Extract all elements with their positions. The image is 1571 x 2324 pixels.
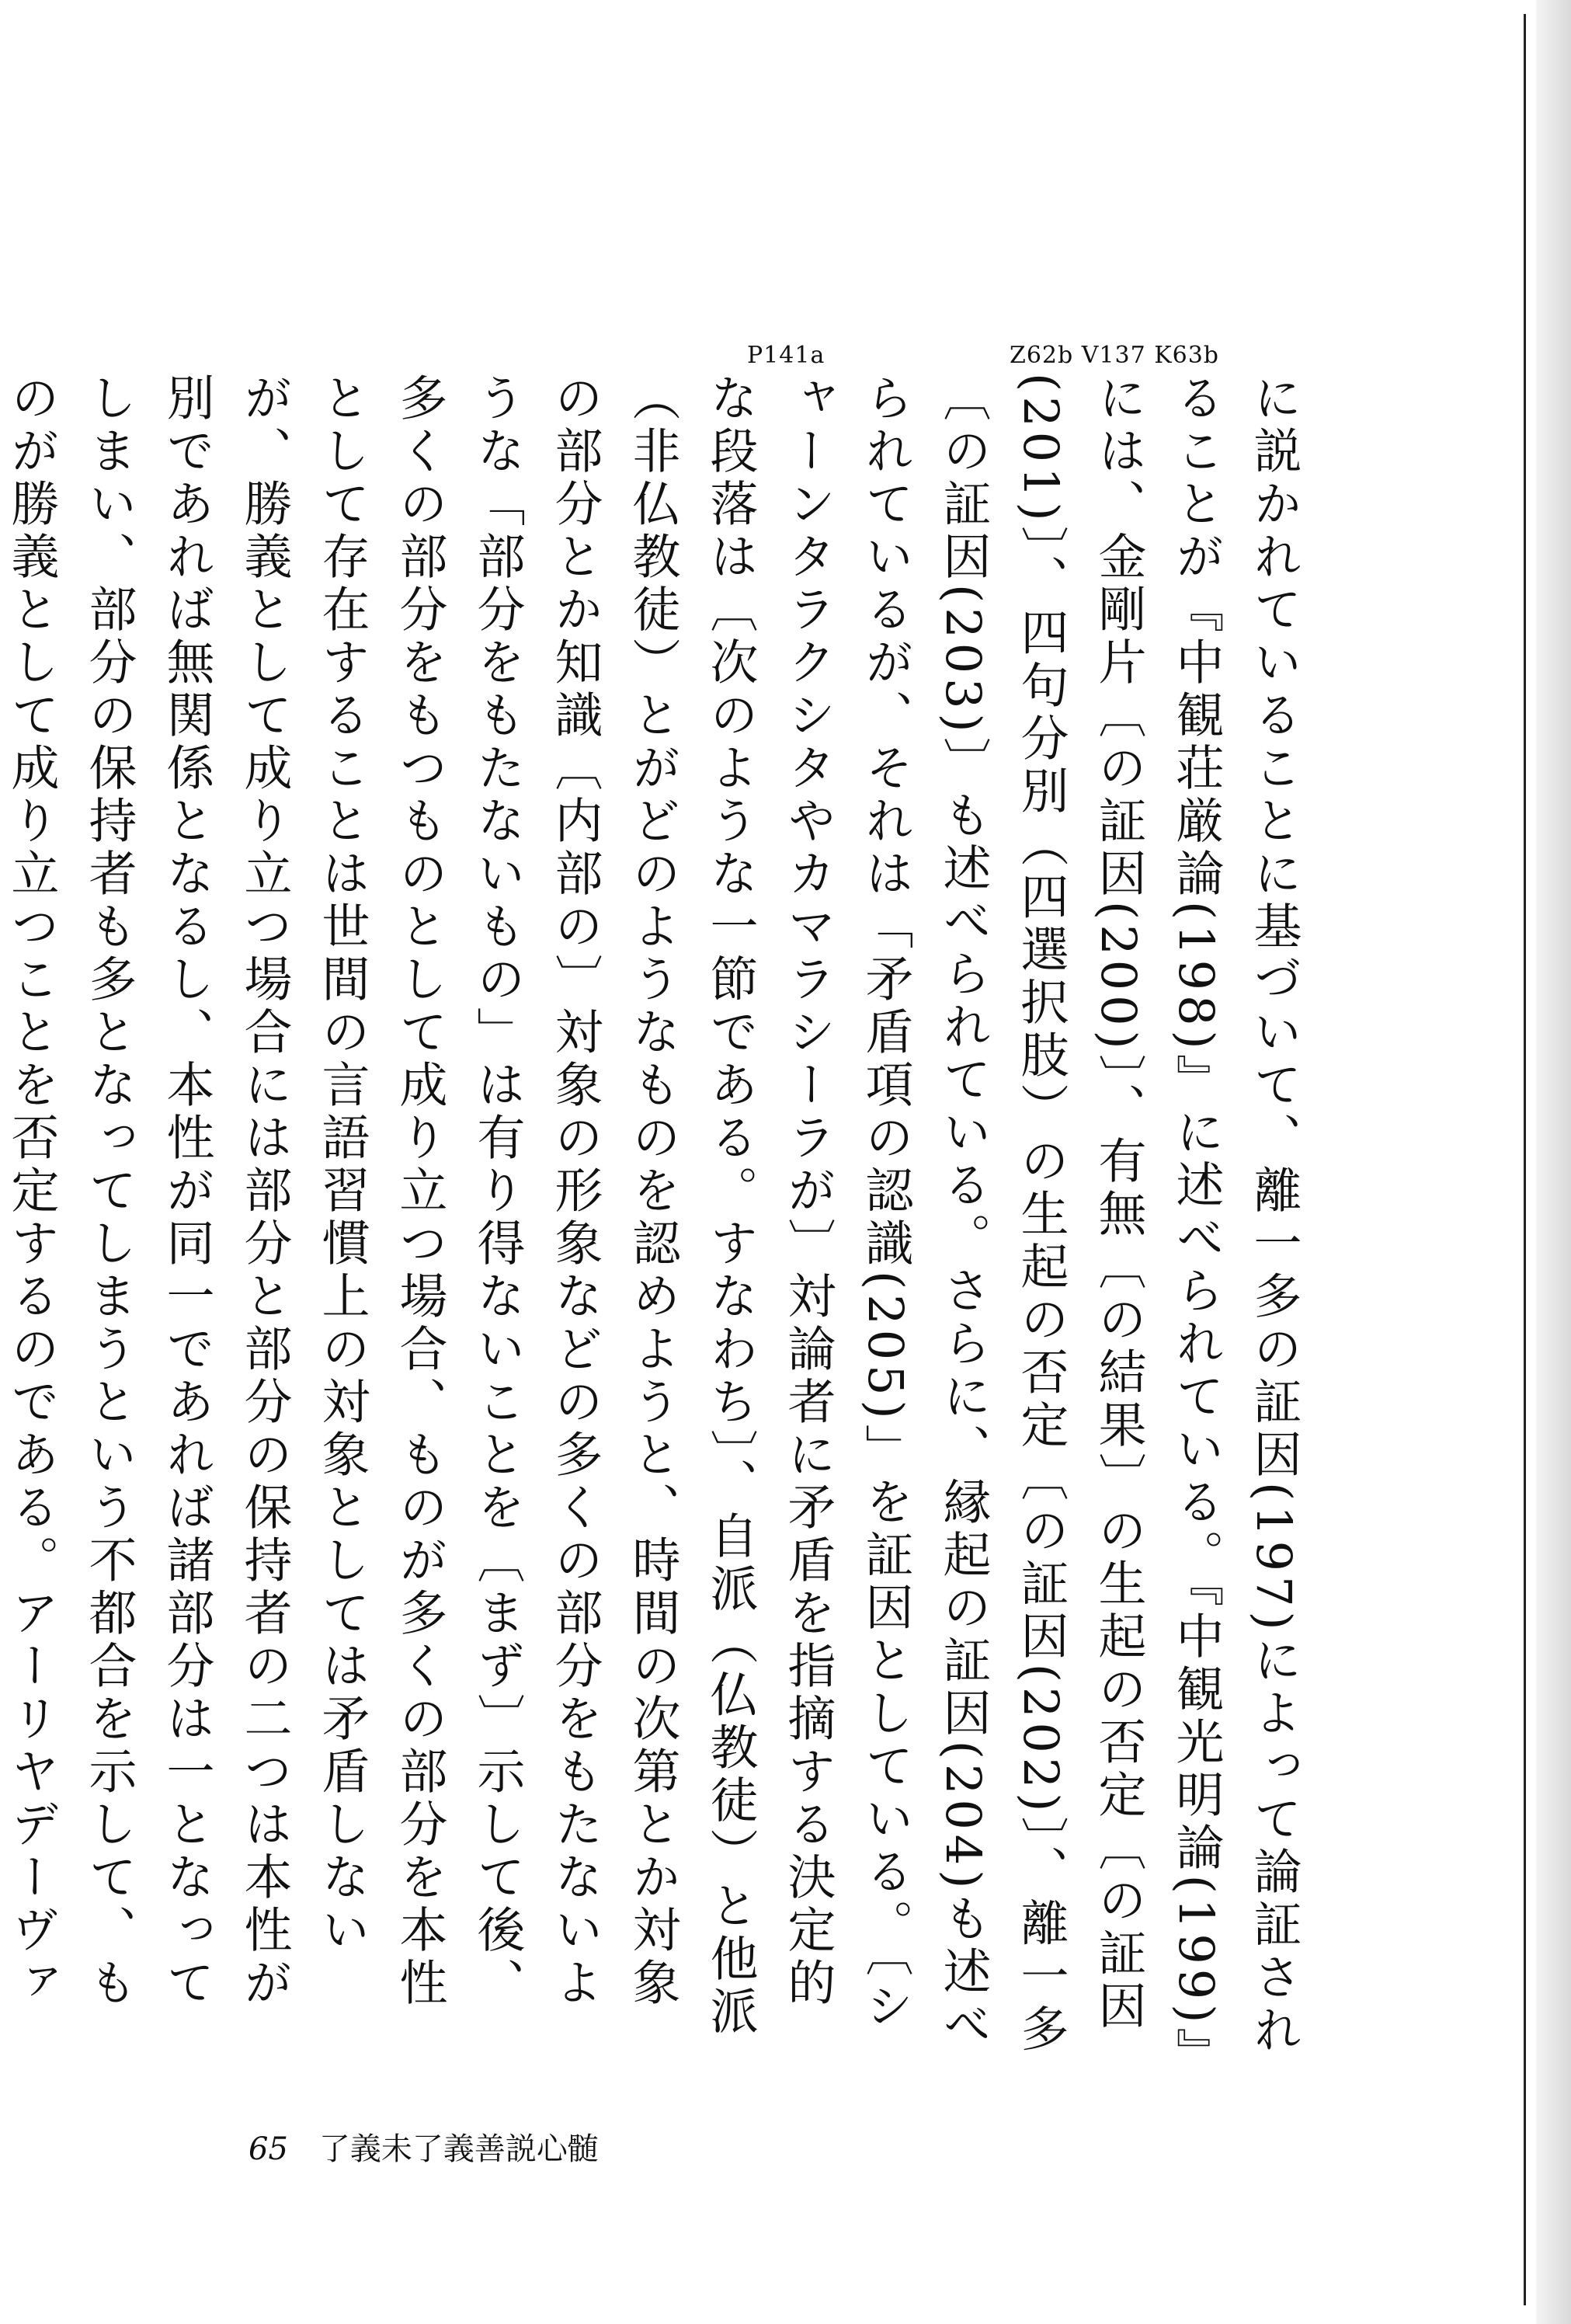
page-edge-line xyxy=(1524,14,1526,2305)
page-edge-shade xyxy=(1536,0,1571,2324)
running-title: 了義未了義善説心髄 xyxy=(318,2131,599,2167)
margin-reference-left: P141a xyxy=(747,342,825,369)
page-number: 65 xyxy=(249,2131,288,2167)
paragraph-1: に説かれていることに基づいて、離一多の証因(197)によって論証されることが『中観荘厳論(198)』に述べられている。『中観光明論(199)』には、金剛片〔の証因(200)〕、有無〔の結果〕の生起の否定〔の証因(201)〕、四句分別（四選択肢）の生起の否定〔の証因(202)〕、離一多〔の証因(203)〕も述べられている。さらに、縁起の証因(204)も述べられているが、それは「矛盾項の認識(205)」を証因としている。〔シャーンタラクシタやカマラシーラが〕対論者に矛盾を指摘する決定的な段落は〔次のような一節である。すなわち〕、自派（仏教徒）と他派（非仏教徒）とがどのようなものを認めようと、時間の次第とか対象の部分とか知識〔内部の〕対象の形象などの多くの部分をもたないような「部分をもたないもの」は有り得ないことを〔まず〕示して後、多くの部分をもつものとして成り立つ場合、ものが多くの部分を本性として存在することは世間の言語習慣上の対象としては矛盾しないが、勝義として成り立つ場合には部分と部分の保持者の二つは本性が別であれば無関係となるし、本性が同一であれば諸部分は一となってしまい、部分の保持者も多となってしまうという不都合を示して、ものが勝義として成り立つことを否定するのである。アーリヤデーヴァ xyxy=(3,373,1302,2058)
vertical-body-text xyxy=(3,373,1312,2058)
margin-reference-right: Z62b V137 K63b xyxy=(1010,342,1220,369)
page-footer xyxy=(249,2124,599,2169)
